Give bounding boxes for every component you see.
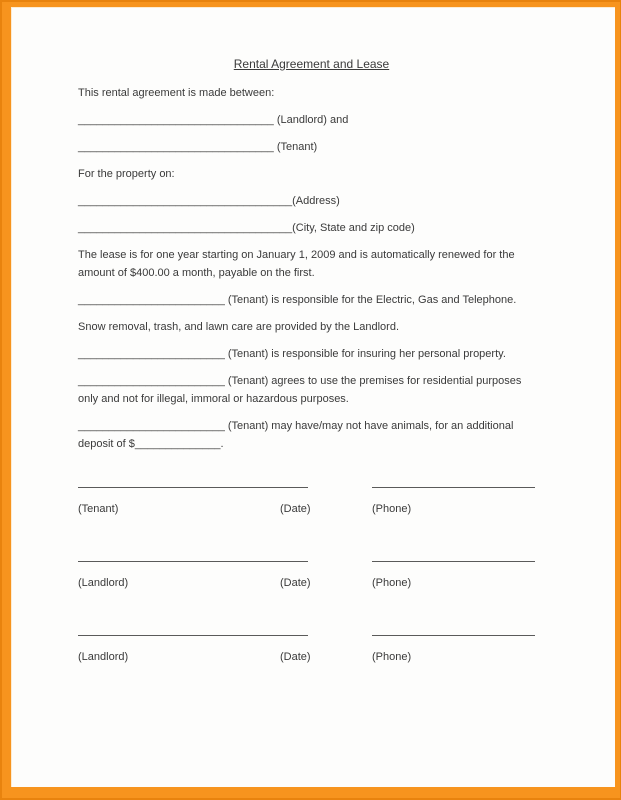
date-label: (Date) [280,503,311,515]
landlord-name-line [78,111,545,129]
address-blank: ___________________________________ [78,195,293,207]
date-label: (Date) [280,577,311,589]
signature-rules [78,487,545,488]
signature-date-line [78,487,308,488]
lease-terms-paragraph [78,246,545,282]
premises-use-line2: only and not for illegal, immoral or hazardous purposes. [78,393,349,405]
animals-line1 [78,417,545,435]
insurance-line [78,345,545,363]
lease-terms-line1: The lease is for one year starting on January 1, 2009 and is automatically renewed for the [78,249,515,261]
signature-date-line [78,561,308,562]
tenant-name-blank: ________________________________ [78,141,274,153]
tenant-name-line [78,138,545,156]
phone-label: (Phone) [372,577,412,589]
animals-tenant-blank: ________________________ [78,420,225,432]
landlord-signature-block-2 [78,635,545,666]
tenant-signature-block [78,487,545,518]
deposit-amount-blank: ______________ [134,438,221,450]
address-label: (Address) [292,195,340,207]
landlord-signature-label: (Landlord) [78,577,129,589]
animals-label: (Tenant) may have/may not have animals, for an additional [224,420,514,432]
phone-line [372,561,535,562]
tenant-label: (Tenant) [273,141,318,153]
property-heading: For the property on: [78,168,175,180]
landlord-signature-label: (Landlord) [78,651,129,663]
animals-paragraph [78,417,545,453]
utilities-line [78,291,545,309]
premises-use-tenant-blank: ________________________ [78,375,225,387]
deposit-suffix: . [220,438,224,450]
intro-text: This rental agreement is made between: [78,87,275,99]
tenant-signature-label: (Tenant) [78,503,119,515]
rental-agreement-document [11,7,615,787]
animals-line2 [78,435,545,453]
city-state-zip-line [78,219,545,237]
signature-rules [78,635,545,636]
signature-section [78,487,545,666]
insurance-tenant-blank: ________________________ [78,348,225,360]
signature-rules [78,561,545,562]
premises-use-line1 [78,372,545,390]
city-state-zip-blank: ___________________________________ [78,222,293,234]
signature-labels [78,500,545,518]
deposit-prefix: deposit of $ [78,438,135,450]
signature-labels [78,648,545,666]
lease-terms-line2: amount of $400.00 a month, payable on the first. [78,267,315,279]
premises-use-label: (Tenant) agrees to use the premises for residential purposes [224,375,522,387]
phone-line [372,635,535,636]
signature-date-line [78,635,308,636]
landlord-signature-block-1 [78,561,545,592]
city-state-zip-label: (City, State and zip code) [292,222,415,234]
insurance-label: (Tenant) is responsible for insuring her personal property. [224,348,506,360]
phone-line [372,487,535,488]
utilities-label: (Tenant) is responsible for the Electric, Gas and Telephone. [224,294,517,306]
phone-label: (Phone) [372,503,412,515]
premises-use-paragraph [78,372,545,408]
phone-label: (Phone) [372,651,412,663]
address-line [78,192,545,210]
document-title: Rental Agreement and Lease [233,57,390,71]
landlord-name-blank: ________________________________ [78,114,274,126]
signature-labels [78,574,545,592]
landlord-label: (Landlord) and [273,114,349,126]
utilities-tenant-blank: ________________________ [78,294,225,306]
services-line: Snow removal, trash, and lawn care are provided by the Landlord. [78,321,400,333]
date-label: (Date) [280,651,311,663]
